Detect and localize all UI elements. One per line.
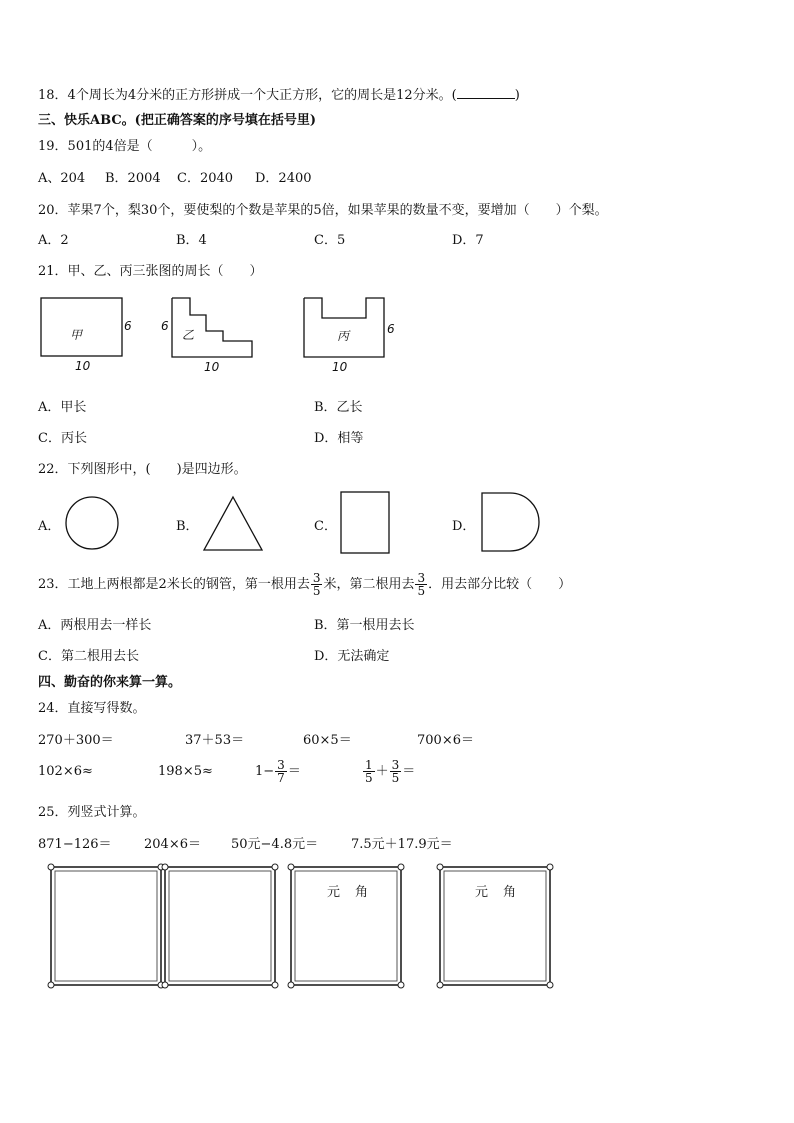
q21-option-b: B．乙长: [314, 400, 363, 415]
q22-option-a: A．: [38, 519, 61, 534]
corner-ornament-icon: [288, 982, 294, 988]
q20-option-c: C．5: [314, 233, 346, 248]
corner-ornament-icon: [162, 864, 168, 870]
q24-expr-7-pre: 1−: [255, 764, 275, 779]
q23-option-c: C．第二根用去长: [38, 649, 139, 664]
corner-ornament-icon: [547, 982, 553, 988]
q20-option-a: A．2: [38, 233, 69, 248]
figure-bing-width: 10: [332, 360, 348, 374]
q18-text: 18．4个周长为4分米的正方形拼成一个大正方形，它的周长是12分米。(: [38, 88, 457, 103]
q23-option-d: D．无法确定: [314, 649, 390, 664]
figure-jia-width: 10: [75, 359, 91, 373]
corner-ornament-icon: [437, 864, 443, 870]
q21-option-d: D．相等: [314, 431, 364, 446]
q24-expr-8-post: ＝: [402, 764, 416, 779]
work-box-3[interactable]: [288, 864, 404, 988]
q23-frac1-den: 5: [312, 584, 321, 598]
q19-option-c: C．2040: [177, 171, 234, 186]
q23-part2: 米，第二根用去: [323, 577, 415, 592]
corner-ornament-icon: [288, 864, 294, 870]
figure-yi-width: 10: [204, 360, 220, 374]
box4-jiao-header: 角: [503, 885, 517, 900]
q24-expr-1: 270＋300＝: [38, 733, 114, 748]
corner-ornament-icon: [398, 864, 404, 870]
q24-expr-7-den: 7: [277, 771, 285, 785]
q24-expr-5: 102×6≈: [38, 764, 93, 779]
q24-expr-4: 700×6＝: [417, 733, 474, 748]
q23-part1: 23．工地上两根都是2米长的钢管，第一根用去: [38, 577, 310, 592]
q24-expr-8-num2: 3: [391, 758, 400, 772]
q24-expr-8-op: ＋: [375, 764, 389, 779]
figure-jia-label: 甲: [70, 328, 83, 342]
figure-yi-label: 乙: [182, 328, 195, 342]
figure-bing-height: 6: [387, 322, 395, 336]
q19-option-d: D．2400: [255, 171, 312, 186]
work-box-1[interactable]: [48, 864, 164, 988]
q21-option-c: C．丙长: [38, 431, 87, 446]
q23-frac1-num: 3: [312, 571, 321, 585]
q24-text: 24．直接写得数。: [38, 701, 146, 716]
q23-part3: ．用去部分比较（ ）: [428, 577, 572, 592]
q22-text: 22．下列图形中，( )是四边形。: [38, 462, 247, 477]
corner-ornament-icon: [272, 982, 278, 988]
q24-expr-6: 198×5≈: [158, 764, 213, 779]
q24-expr-8-den2: 5: [391, 771, 400, 785]
q23-option-a: A．两根用去一样长: [38, 618, 152, 633]
q24-expr-3: 60×5＝: [303, 733, 352, 748]
section-3-title: 三、快乐ABC。(把正确答案的序号填在括号里): [38, 113, 316, 128]
work-box-4[interactable]: [437, 864, 553, 988]
q25-problem-2: 204×6＝: [144, 837, 201, 852]
corner-ornament-icon: [48, 982, 54, 988]
corner-ornament-icon: [398, 982, 404, 988]
q20-option-b: B．4: [176, 233, 207, 248]
q19-text: 19．501的4倍是（ ）。: [38, 139, 212, 154]
q23-frac2-num: 3: [417, 571, 426, 585]
q19-option-b: B．2004: [105, 171, 161, 186]
work-box-2[interactable]: [162, 864, 278, 988]
q22-option-b: B．: [176, 519, 199, 534]
q23-frac2-den: 5: [417, 584, 426, 598]
corner-ornament-icon: [437, 982, 443, 988]
q22-option-c: C．: [314, 519, 337, 534]
box4-yuan-header: 元: [475, 885, 489, 900]
corner-ornament-icon: [547, 864, 553, 870]
q24-expr-7-num: 3: [277, 758, 285, 772]
figure-yi-height: 6: [161, 319, 169, 333]
q21-option-a: A．甲长: [38, 400, 87, 415]
q23-option-b: B．第一根用去长: [314, 618, 415, 633]
figure-bing-label: 丙: [337, 329, 350, 343]
q24-expr-7-post: ＝: [287, 764, 301, 779]
q25-problem-3: 50元−4.8元＝: [231, 837, 319, 852]
q18-close: ): [514, 88, 520, 103]
q22-option-d: D．: [452, 519, 476, 534]
corner-ornament-icon: [162, 982, 168, 988]
q25-problem-1: 871−126＝: [38, 837, 112, 852]
q19-option-a: A、204: [38, 171, 86, 186]
q24-expr-2: 37＋53＝: [185, 733, 245, 748]
corner-ornament-icon: [48, 864, 54, 870]
q25-problem-4: 7.5元＋17.9元＝: [351, 837, 453, 852]
q25-text: 25．列竖式计算。: [38, 805, 146, 820]
q24-expr-8-den1: 5: [365, 771, 373, 785]
box3-jiao-header: 角: [355, 885, 369, 900]
section-4-title: 四、勤奋的你来算一算。: [38, 675, 182, 690]
q20-text: 20．苹果7个，梨30个，要使梨的个数是苹果的5倍，如果苹果的数量不变，要增加（ ）个梨。: [38, 203, 608, 218]
q24-expr-8-num1: 1: [365, 758, 373, 772]
corner-ornament-icon: [272, 864, 278, 870]
q20-option-d: D．7: [452, 233, 484, 248]
figure-jia-height: 6: [124, 319, 132, 333]
q21-text: 21．甲、乙、丙三张图的周长（ ）: [38, 264, 263, 279]
box3-yuan-header: 元: [327, 885, 341, 900]
